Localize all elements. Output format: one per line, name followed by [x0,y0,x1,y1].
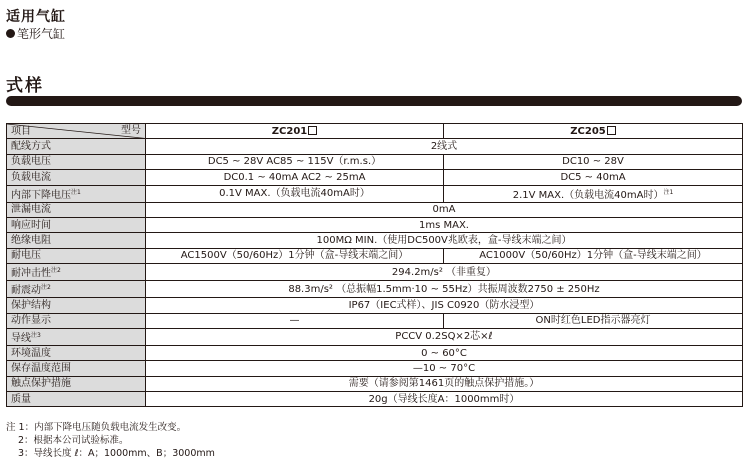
table-row [7,361,743,376]
row-label-text: 负载电压 [11,156,51,168]
row-label-text: 绝缘电阻 [11,235,51,247]
table-row [7,139,743,154]
row-label-text: 耐电压 [11,250,41,262]
table-row [7,392,743,407]
table-row [7,202,743,217]
value-text: AC1500V（50/60Hz）1分钟（盒-导线末端之间） [180,250,409,262]
table-row [7,154,743,169]
footnote-ref: 注1 [71,188,81,196]
row-label-text: 质量 [11,393,31,405]
table-row [7,313,743,328]
row-label [7,139,146,154]
applicable-cylinder-item [6,25,65,42]
row-label [7,345,146,360]
row-value-zc201 [146,185,444,202]
row-label [7,170,146,185]
row-label [7,264,146,281]
value-text: DC0.1 ~ 40mA AC2 ~ 25mA [223,171,366,183]
row-label-text: 负载电流 [11,171,51,183]
row-value: 294.2m/s² （非重复） [146,264,743,281]
row-label-text: 保存温度范围 [11,362,71,374]
model-zc201-header [146,124,444,139]
table-row [7,217,743,232]
row-label [7,376,146,391]
footnote-3: 3：导线长度 ℓ：A；1000mm、B；3000mm [18,448,215,459]
row-value: 20g（导线长度A：1000mm时） [146,392,743,407]
row-label [7,185,146,202]
value-text: DC5 ~ 40mA [560,171,626,183]
value-text: ON时红色LED指示器亮灯 [535,315,651,327]
value-text: 0.1V MAX.（负载电流40mA时） [219,188,370,200]
row-label [7,217,146,232]
row-label [7,248,146,263]
row-label-text: 环境温度 [11,347,51,359]
row-label [7,202,146,217]
row-value: —10 ~ 70°C [146,361,743,376]
bullet-icon [6,29,15,38]
row-label-text: 触点保护措施 [11,378,71,390]
row-value-zc205 [444,248,743,263]
checkbox-square-icon [308,126,317,135]
row-label-text: 耐震动 [11,285,41,297]
model-zc205-label: ZC205 [570,125,606,137]
row-value: 0mA [146,202,743,217]
table-row [7,233,743,248]
table-header-row [7,124,743,139]
row-value: 需要（请参阅第1461页的触点保护措施。） [146,376,743,391]
row-value-zc201 [146,154,444,169]
header-item-label: 项目 [11,126,31,138]
applicable-cylinder-label: 笔形气缸 [17,27,66,41]
row-value: 1ms MAX. [146,217,743,232]
footnote-ref: 注3 [31,331,41,339]
table-row [7,185,743,202]
value-text: DC10 ~ 28V [562,156,624,168]
row-label [7,361,146,376]
footnote-1: 注 1：内部下降电压随负载电流发生改变。 [6,422,187,433]
row-label-text: 内部下降电压 [11,189,71,201]
value-text: DC5 ~ 28V AC85 ~ 115V（r.m.s.） [207,156,382,168]
footnote-ref: 注2 [41,284,51,292]
row-label-text: 泄漏电流 [11,204,51,216]
row-value-zc205 [444,170,743,185]
applicable-cylinder-title: 适用气缸 [6,9,66,25]
row-value-zc201 [146,170,444,185]
row-value-zc205 [444,154,743,169]
row-value: 0 ~ 60°C [146,345,743,360]
table-row [7,264,743,281]
row-label-text: 配线方式 [11,141,51,153]
model-zc201-label: ZC201 [271,125,308,137]
row-label-text: 导线 [11,332,31,344]
row-label [7,298,146,313]
row-value: PCCV 0.2SQ×2芯×ℓ [146,328,743,345]
table-row [7,281,743,298]
table-row [7,248,743,263]
row-label-text: 动作显示 [11,315,51,327]
model-zc205-header [444,124,743,139]
row-value: 88.3m/s² （总振幅1.5mm·10 ~ 55Hz）共振周波数2750 ± 250Hz [146,281,743,298]
checkbox-square-icon [607,126,616,135]
spec-title: 式样 [6,76,44,96]
row-value-zc205 [444,185,743,202]
row-label [7,281,146,298]
footnotes [6,421,215,460]
header-model-label: 型号 [121,125,141,136]
row-value: 100MΩ MIN.（使用DC500V兆欧表，盒-导线末端之间） [146,233,743,248]
value-text: AC1000V（50/60Hz）1分钟（盒-导线末端之间） [479,250,707,262]
row-label [7,313,146,328]
row-value-zc205 [444,313,743,328]
table-row [7,376,743,391]
row-label [7,233,146,248]
row-label [7,328,146,345]
row-value: 2线式 [146,139,743,154]
row-value: IP67（IEC式样）、JIS C0920（防水浸型） [146,298,743,313]
table-row [7,170,743,185]
row-label-text: 耐冲击性 [11,268,51,280]
row-label [7,154,146,169]
footnote-ref: 注1 [663,188,674,196]
footnote-ref: 注2 [51,267,61,275]
spec-table [6,123,743,407]
value-text: — [289,315,300,327]
table-row [7,345,743,360]
row-value-zc201 [146,313,444,328]
row-label-text: 响应时间 [11,219,51,231]
row-value-zc201 [146,248,444,263]
spec-divider-bar [6,96,742,106]
table-row [7,328,743,345]
header-corner-cell [7,124,146,139]
footnote-2: 2：根据本公司试验标准。 [18,435,129,446]
row-label [7,392,146,407]
value-text: 2.1V MAX.（负载电流40mA时） [512,189,664,201]
row-label-text: 保护结构 [11,299,51,311]
table-row [7,298,743,313]
